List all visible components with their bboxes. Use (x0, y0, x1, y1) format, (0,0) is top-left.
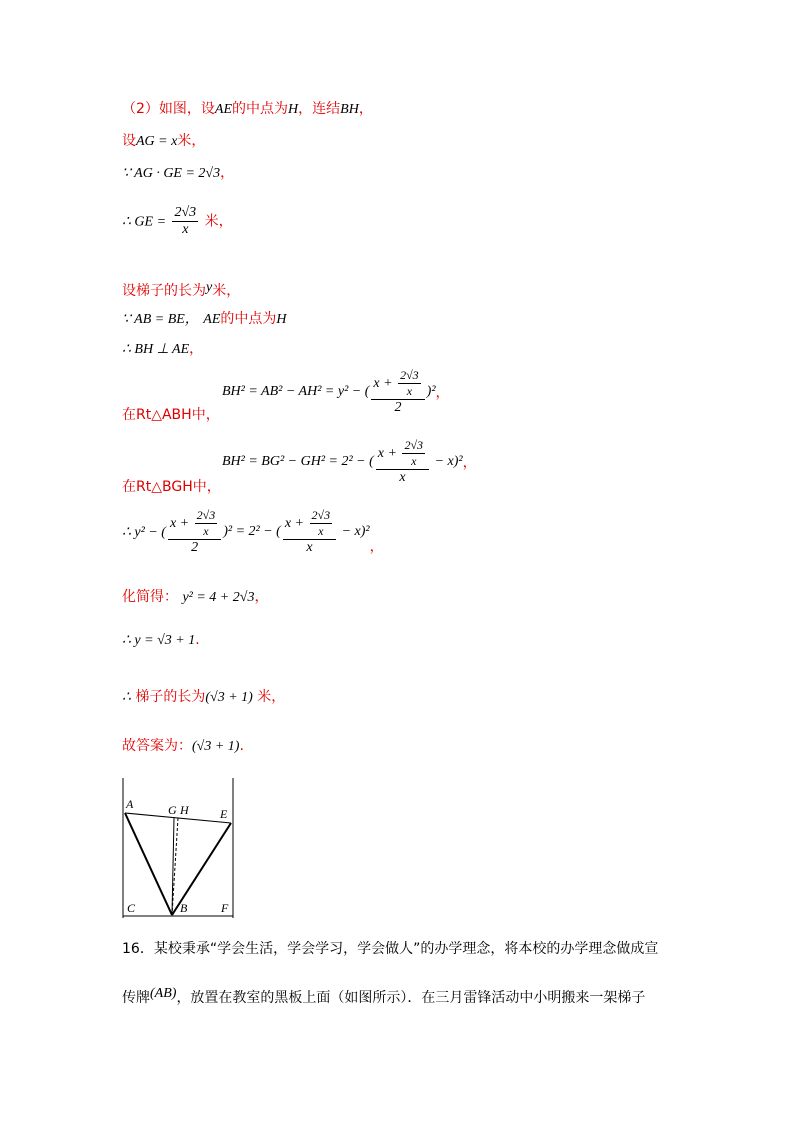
text: 米， (212, 283, 241, 299)
label-c: C (127, 901, 136, 915)
solution-line-10 (122, 508, 384, 556)
text: 设 (122, 133, 136, 149)
question-16-line-1: 16．某校秉承“学会生活，学会学习，学会做人”的办学理念，将本校的办学理念做成宣 (122, 941, 659, 957)
text: 在Rt△BGH中， (122, 479, 221, 495)
math: AG = x (136, 134, 178, 149)
denominator: x (182, 222, 189, 237)
math: ∴ y² − ( (122, 524, 166, 540)
label-g: G (168, 803, 177, 817)
text: 设梯子的长为 (122, 283, 206, 299)
denominator: x (306, 540, 313, 555)
text: 米， (204, 213, 233, 230)
label-e: E (220, 807, 228, 821)
text: ，连结 (298, 101, 341, 117)
solution-line-12 (122, 632, 200, 649)
math: − x (338, 524, 361, 539)
solution-line-6 (122, 308, 287, 328)
math: (√3 + 1) (192, 739, 240, 754)
fraction (283, 508, 336, 556)
text: 米， (257, 689, 286, 705)
ladder-figure (118, 778, 244, 920)
solution-line-4 (122, 205, 233, 238)
math: H (288, 102, 299, 117)
math: (√3 + 1) (205, 690, 253, 705)
denominator: 2 (191, 540, 199, 555)
text: （2）如图，设 (122, 101, 215, 117)
math: ∵ AB = BE， (122, 312, 199, 327)
text: 的中点为 (220, 311, 277, 327)
text: ， (189, 341, 204, 357)
text: 在Rt△ABH中， (122, 407, 220, 423)
text: ， (462, 455, 477, 471)
equation (222, 438, 477, 486)
solution-line-9 (122, 438, 477, 495)
math: )² (453, 454, 463, 469)
fraction (172, 205, 198, 238)
math: )² (426, 384, 436, 399)
solution-line-5 (122, 280, 240, 300)
numerator: x + $\frac{2√3}{x}$ (376, 438, 429, 470)
math: y² = 4 + 2√3 (182, 590, 255, 605)
label-h: H (180, 803, 189, 817)
ladder-ab (125, 813, 172, 915)
text: . (239, 738, 244, 754)
numerator: x + $\frac{2√3}{x}$ (168, 508, 221, 540)
text: . (195, 632, 200, 648)
inner-fraction: $\frac{2√3}{x}$ (311, 508, 331, 538)
solution-line-1 (122, 98, 373, 118)
denominator: 2 (394, 400, 402, 415)
math: y (206, 280, 213, 295)
text: ， (220, 165, 235, 181)
numerator: x + $\frac{2√3}{x}$ (371, 368, 424, 400)
math: )² = 2² − ( (223, 524, 281, 539)
text: 的中点为 (232, 101, 289, 117)
solution-line-13 (122, 686, 285, 706)
solution-line-2 (122, 130, 205, 150)
text: 传牌 (122, 990, 150, 1006)
fraction (376, 438, 429, 486)
text: ， (254, 589, 269, 605)
solution-line-7 (122, 338, 203, 358)
label-f: F (221, 901, 229, 915)
math: BH² = BG² − GH² = 2² − ( (222, 454, 374, 469)
math: ∴ y = √3 + 1 (122, 633, 196, 648)
numerator: 2√3 (174, 205, 197, 220)
fraction (168, 508, 221, 556)
math: BH² = AB² − AH² = y² − ( (222, 384, 370, 399)
label-b: B (180, 901, 188, 915)
text: ， (358, 101, 373, 117)
question-16-line-2 (122, 986, 645, 1007)
text: ，放置在教室的黑板上面（如图所示）．在三月雷锋活动中小明搬来一架梯子 (176, 990, 646, 1006)
text: ， (369, 539, 384, 555)
text: 故答案为： (122, 738, 192, 754)
equation (222, 368, 450, 416)
inner-fraction: $\frac{2√3}{x}$ (404, 438, 424, 468)
math: ∴ GE = (122, 214, 167, 230)
text: 米， (177, 133, 206, 149)
inner-fraction: $\frac{2√3}{x}$ (400, 368, 419, 398)
solution-line-8 (122, 368, 450, 423)
text: 化简得： (122, 589, 178, 605)
math: − x (431, 454, 454, 469)
math: ∵ AG · GE = 2√3 (122, 166, 221, 181)
numerator: x + $\frac{2√3}{x}$ (283, 508, 336, 540)
solution-line-11 (122, 586, 268, 606)
math: (AB) (150, 986, 177, 1001)
text: 梯子的长为 (135, 689, 206, 705)
denominator: x (399, 470, 406, 485)
math: ∴ (122, 690, 131, 705)
solution-line-14 (122, 735, 244, 755)
fraction (371, 368, 424, 416)
label-a: A (126, 797, 134, 811)
math: AE (203, 312, 221, 327)
inner-fraction: $\frac{2√3}{x}$ (196, 508, 216, 538)
text: ， (435, 385, 450, 401)
math: H (276, 312, 287, 327)
math: ∴ BH ⊥ AE (122, 342, 190, 357)
math: AE (214, 102, 233, 117)
solution-line-3 (122, 162, 234, 182)
math: BH (340, 102, 359, 117)
math: )² (360, 524, 370, 539)
